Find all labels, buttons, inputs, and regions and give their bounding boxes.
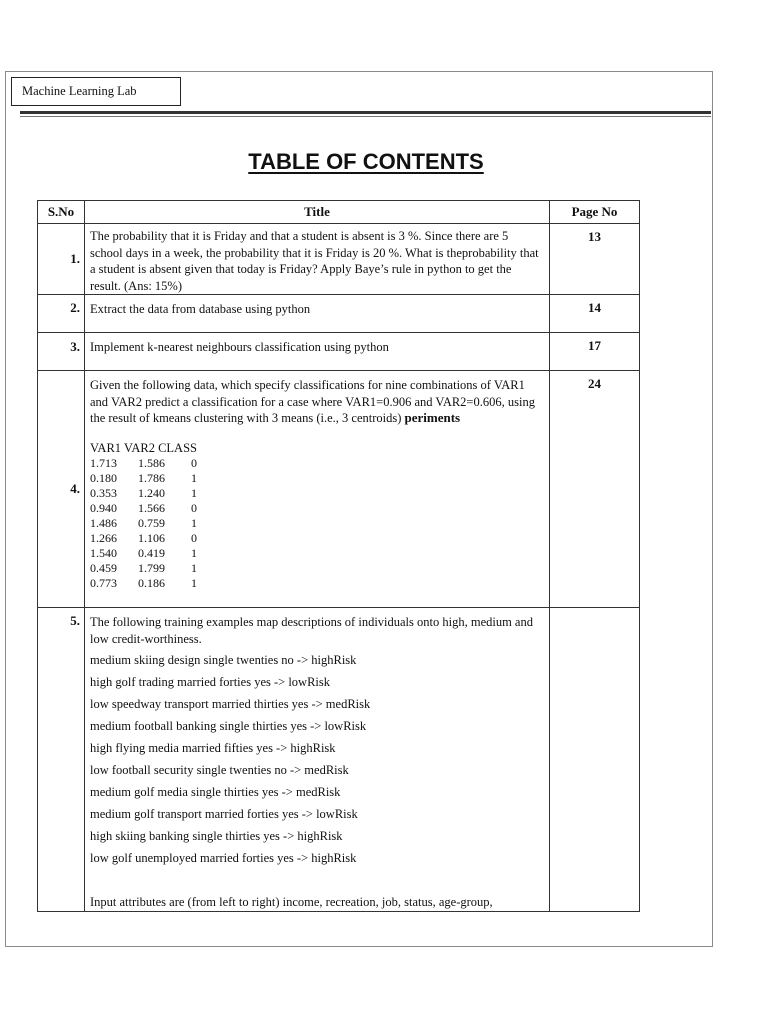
var2-value: 1.106 <box>138 530 165 545</box>
header-lab-label: Machine Learning Lab <box>11 77 181 106</box>
var2-value: 1.566 <box>138 500 165 515</box>
var2-value: 1.586 <box>138 455 165 470</box>
training-example: medium skiing design single twenties no -> highRisk <box>90 653 357 667</box>
table-row <box>38 295 640 333</box>
row-title-kmeans <box>85 371 550 608</box>
class-value: 0 <box>191 530 197 545</box>
row-title: The probability that it is Friday and that a student is absent is 3 %. Since there are 5 school days in a week, the probability that it is Friday is 20 %. What is theprobability that a student is absent given that today is Friday? Apply Baye’s rule in python to get the result. (Ans: 15%) <box>85 224 550 295</box>
var2-value: 1.786 <box>138 470 165 485</box>
kmeans-data-table <box>90 441 543 591</box>
header-title: Title <box>85 201 550 224</box>
class-value: 1 <box>191 470 197 485</box>
var1-value: 0.353 <box>90 485 117 500</box>
training-example: medium golf media single thirties yes -> medRisk <box>90 785 341 799</box>
training-example: low golf unemployed married forties yes -> highRisk <box>90 851 357 865</box>
kmeans-data-row <box>90 576 543 591</box>
row-page: 24 <box>550 371 640 608</box>
row-sno: 2. <box>38 295 85 333</box>
row-title: Implement k-nearest neighbours classification using python <box>85 333 550 371</box>
toc-header-row <box>38 201 640 224</box>
kmeans-data-row <box>90 561 543 576</box>
var2-value: 1.240 <box>138 485 165 500</box>
kmeans-question: Given the following data, which specify classifications for nine combinations of VAR1 and VAR2 predict a classification for a case where VAR1=0.906 and VAR2=0.606, using the result of kmeans clustering with 3 means (i.e., 3 centroids) <box>90 378 535 425</box>
row-page: 14 <box>550 295 640 333</box>
class-value: 1 <box>191 485 197 500</box>
header-rule-thin <box>20 116 711 117</box>
training-example: medium golf transport married forties yes -> lowRisk <box>90 807 358 821</box>
kmeans-data-row <box>90 546 543 561</box>
class-value: 0 <box>191 500 197 515</box>
training-example: high flying media married fifties yes -> highRisk <box>90 741 336 755</box>
row-page: 13 <box>550 224 640 295</box>
var1-value: 0.773 <box>90 575 117 590</box>
kmeans-data-row <box>90 456 543 471</box>
class-value: 1 <box>191 575 197 590</box>
kmeans-data-row <box>90 501 543 516</box>
class-value: 1 <box>191 515 197 530</box>
header-page: Page No <box>550 201 640 224</box>
var2-value: 0.419 <box>138 545 165 560</box>
table-row <box>38 224 640 295</box>
credit-question: The following training examples map descriptions of individuals onto high, medium and low credit-worthiness. <box>90 615 533 646</box>
class-value: 0 <box>191 455 197 470</box>
row-sno: 4. <box>38 371 85 608</box>
var1-value: 1.486 <box>90 515 117 530</box>
var1-value: 0.180 <box>90 470 117 485</box>
toc-title: TABLE OF CONTENTS <box>248 149 484 174</box>
kmeans-data-row <box>90 486 543 501</box>
var2-value: 0.759 <box>138 515 165 530</box>
class-value: 1 <box>191 560 197 575</box>
kmeans-data-row <box>90 516 543 531</box>
training-example: medium football banking single thirties yes -> lowRisk <box>90 719 367 733</box>
kmeans-data-row <box>90 531 543 546</box>
row-page <box>550 608 640 912</box>
toc-table <box>37 200 640 912</box>
var1-value: 0.459 <box>90 560 117 575</box>
header-sno: S.No <box>38 201 85 224</box>
table-row <box>38 608 640 912</box>
class-value: 1 <box>191 545 197 560</box>
training-example: high skiing banking single thirties yes -> highRisk <box>90 829 343 843</box>
header-rule-thick <box>20 111 711 114</box>
table-row <box>38 371 640 608</box>
row-title-credit <box>85 608 550 912</box>
var2-value: 1.799 <box>138 560 165 575</box>
training-example: low football security single twenties no -> medRisk <box>90 763 349 777</box>
credit-input-attributes: Input attributes are (from left to right) income, recreation, job, status, age-group, <box>90 895 493 909</box>
var1-value: 1.266 <box>90 530 117 545</box>
row-sno: 5. <box>38 608 85 912</box>
training-example: high golf trading married forties yes -> lowRisk <box>90 675 330 689</box>
kmeans-data-header: VAR1 VAR2 CLASS <box>90 440 197 455</box>
var2-value: 0.186 <box>138 575 165 590</box>
row-sno: 3. <box>38 333 85 371</box>
kmeans-question-bold: periments <box>404 410 461 425</box>
row-page: 17 <box>550 333 640 371</box>
var1-value: 1.713 <box>90 455 117 470</box>
var1-value: 0.940 <box>90 500 117 515</box>
kmeans-data-row <box>90 471 543 486</box>
var1-value: 1.540 <box>90 545 117 560</box>
training-example: low speedway transport married thirties yes -> medRisk <box>90 697 371 711</box>
table-row <box>38 333 640 371</box>
row-sno: 1. <box>38 224 85 295</box>
row-title: Extract the data from database using python <box>85 295 550 333</box>
